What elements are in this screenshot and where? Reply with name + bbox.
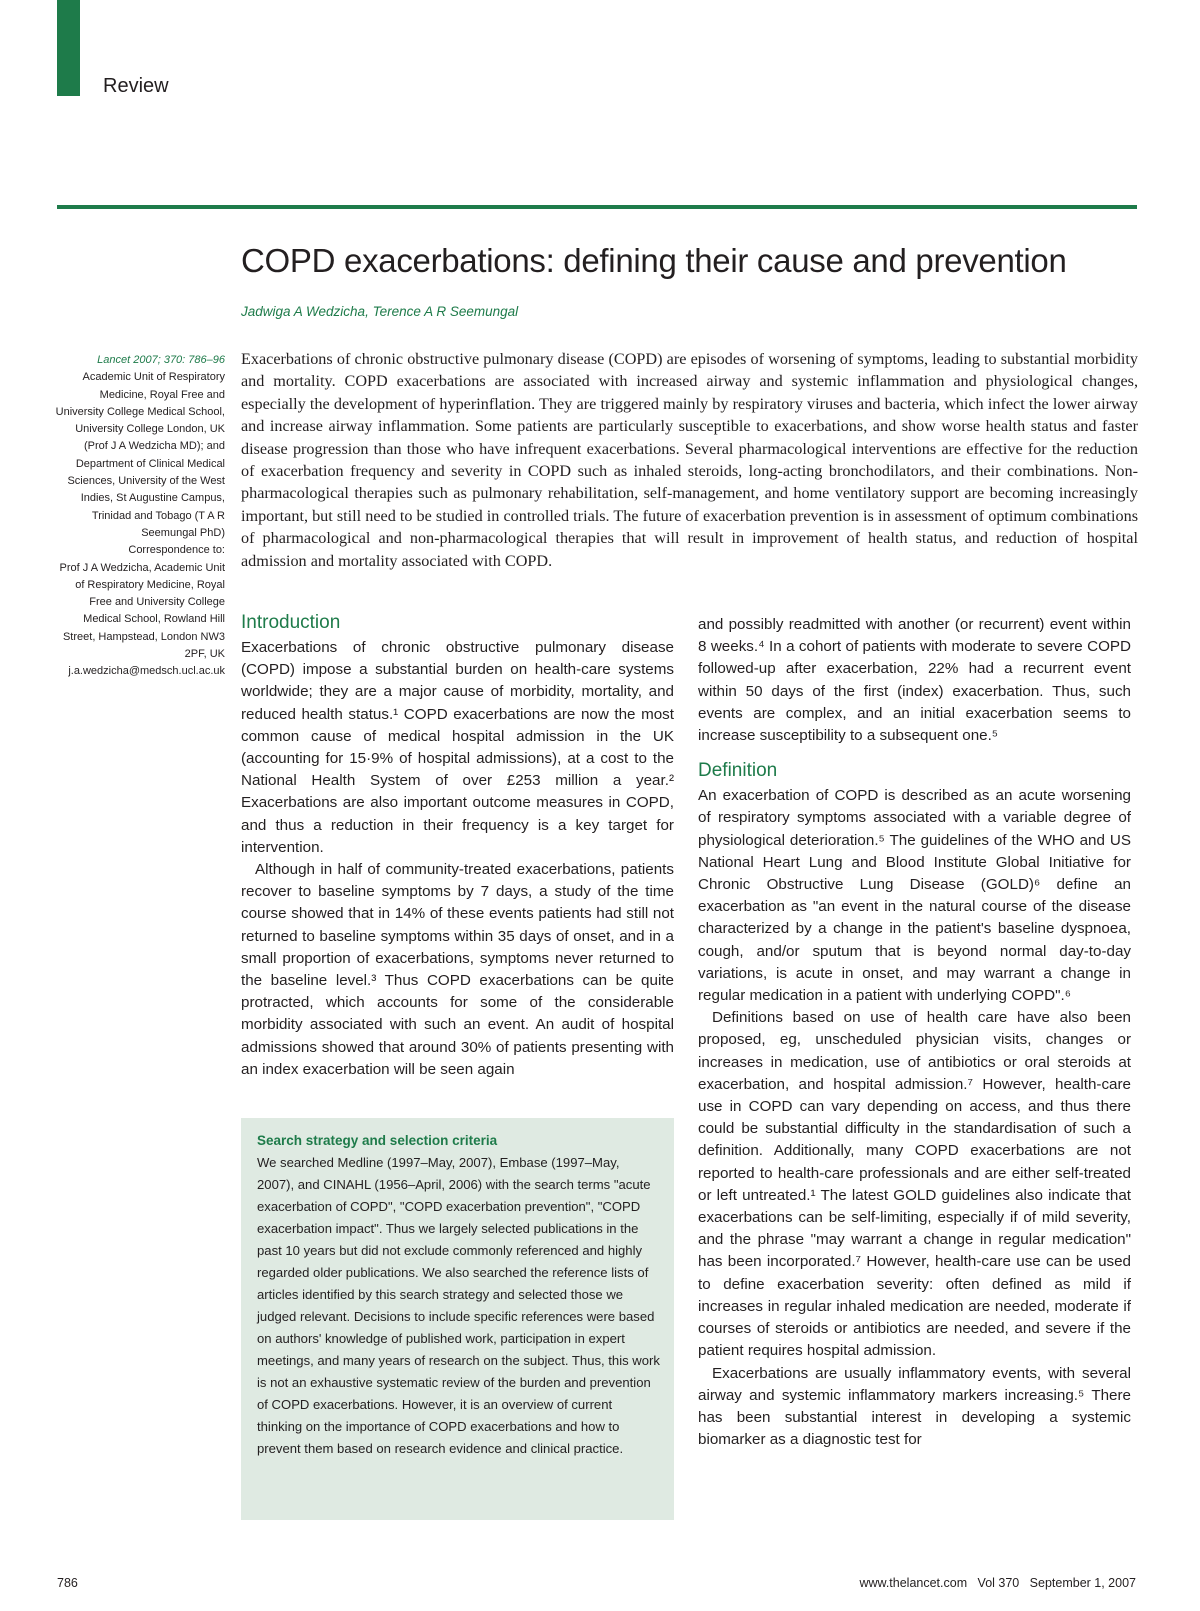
journal-footer: www.thelancet.com Vol 370 September 1, 2007 bbox=[859, 1576, 1136, 1590]
correspondence-label: Correspondence to: bbox=[128, 544, 225, 557]
search-strategy-panel bbox=[241, 1118, 674, 1520]
panel-title: Search strategy and selection criteria bbox=[257, 1133, 498, 1148]
right-column bbox=[698, 614, 1131, 1451]
author-list: Jadwiga A Wedzicha, Terence A R Seemungal bbox=[241, 304, 519, 319]
paragraph: An exacerbation of COPD is described as an acute worsening of respiratory symptoms associated with a variable degree of physiological deterioration.⁵ The guidelines of the WHO and US National Heart Lung and Blood Institute Global Initiative for Chronic Obstructive Lung Disease (GOLD)⁶ define an exacerbation as "an event in the natural course of the disease characterized by a change in the patient's baseline dyspnoea, cough, and/or sputum that is beyond normal day-to-day variations, is acute in onset, and may warrant a change in regular medication in a patient with underlying COPD".⁶ bbox=[698, 787, 1131, 1005]
paragraph: Exacerbations are usually inflammatory events, with several airway and systemic inflammatory markers increasing.⁵ There has been substantial interest in developing a systemic biomarker as a diagnostic test for bbox=[698, 1364, 1131, 1449]
paragraph: Although in half of community-treated exacerbations, patients recover to baseline symptoms by 7 days, a study of the time course showed that in 14% of these events patients had still not returned to baseline symptoms within 35 days of onset, and in a small proportion of exacerbations, symptoms never returned to the baseline level.³ Thus COPD exacerbations can be quite protracted, which accounts for some of the considerable morbidity associated with such an event. An audit of hospital admissions showed that around 30% of patients presenting with an index exacerbation will be seen again bbox=[241, 861, 674, 1078]
paragraph: Exacerbations of chronic obstructive pulmonary disease (COPD) impose a substantial burden on health-care systems worldwide; they are a major cause of morbidity, mortality, and reduced health status.¹ COPD exacerbations are now the most common cause of medical hospital admission in the UK (accounting for 15·9% of hospital admissions), at a cost to the National Health System of over £253 million a year.² Exacerbations are also important outcome measures in COPD, and thus a reduction in their frequency is a key target for intervention. bbox=[241, 639, 674, 856]
affiliations: Academic Unit of Respiratory Medicine, Royal Free and University College Medical School, University College London, UK (Prof J A Wedzicha MD); and Department of Clinical Medical Sciences, University of the West Indies, St Augustine Campus, Trinidad and Tobago (T A R Seemungal PhD) bbox=[55, 371, 225, 539]
correspondence-address: Prof J A Wedzicha, Academic Unit of Respiratory Medicine, Royal Free and University College Medical School, Rowland Hill Street, Hampstead, London NW3 2PF, UK bbox=[59, 561, 225, 661]
paragraph: Definitions based on use of health care have also been proposed, eg, unscheduled physician visits, changes or increases in medication, use of antibiotics or oral steroids at exacerbation, and hospital admission.⁷ However, health-care use in COPD can vary depending on access, and thus there could be substantial difficulty in the standardisation of such a definition. Additionally, many COPD exacerbations are not reported to health-care professionals and are either self-treated or left untreated.¹ The latest GOLD guidelines also indicate that exacerbations can be self-limiting, especially if of mild severity, and the phrase "may warrant a change in regular medication" has been incorporated.⁷ However, health-care use can be used to define exacerbation severity: often defined as mild if increases in regular inhaled medication are needed, moderate if courses of steroids or antibiotics are needed, and severe if the patient requires hospital admission. bbox=[698, 1009, 1131, 1360]
section-heading-definition: Definition bbox=[698, 760, 778, 782]
section-label: Review bbox=[103, 75, 169, 97]
sidebar-notes bbox=[53, 352, 225, 681]
header-rule bbox=[57, 205, 1137, 209]
abstract: Exacerbations of chronic obstructive pulmonary disease (COPD) are episodes of worsening of symptoms, leading to substantial morbidity and mortality. COPD exacerbations are associated with increased airway and systemic inflammation and physiological changes, especially the development of hyperinflation. They are triggered mainly by respiratory viruses and bacteria, which infect the lower airway and increase airway inflammation. Some patients are particularly susceptible to exacerbations, and show worse health status and faster disease progression than those who have infrequent exacerbations. Several pharmacological interventions are effective for the reduction of exacerbation frequency and severity in COPD such as inhaled steroids, long-acting bronchodilators, and their combinations. Non-pharmacological therapies such as pulmonary rehabilitation, self-management, and home ventilatory support are becoming increasingly important, but still need to be studied in controlled trials. The future of exacerbation prevention is in assessment of optimum combinations of pharmacological and non-pharmacological therapies that will result in improvement of health status, and reduction of hospital admission and mortality associated with COPD. bbox=[241, 350, 1138, 570]
email-link[interactable]: j.a.wedzicha@medsch.ucl.ac.uk bbox=[68, 665, 225, 678]
section-color-tab bbox=[57, 0, 80, 96]
page-number: 786 bbox=[57, 1576, 78, 1590]
article-title: COPD exacerbations: defining their cause and prevention bbox=[241, 242, 1067, 279]
paragraph: and possibly readmitted with another (or recurrent) event within 8 weeks.⁴ In a cohort of patients with moderate to severe COPD followed-up after exacerbation, 22% had a recurrent event within 50 days of the first (index) exacerbation. Thus, such events are complex, and an initial exacerbation seems to increase susceptibility to a subsequent one.⁵ bbox=[698, 616, 1131, 745]
left-column bbox=[241, 611, 674, 1081]
section-heading-introduction: Introduction bbox=[241, 612, 341, 633]
citation: Lancet 2007; 370: 786–96 bbox=[97, 354, 225, 366]
panel-text: We searched Medline (1997–May, 2007), Embase (1997–May, 2007), and CINAHL (1956–April, 2006) with the search terms "acute exacerbation of COPD", "COPD exacerbation prevention", "COPD exacerbation impact". Thus we largely selected publications in the past 10 years but did not exclude commonly referenced and highly regarded older publications. We also searched the reference lists of articles identified by this search strategy and selected those we judged relevant. Decisions to include specific references were based on authors' knowledge of published work, participation in expert meetings, and many years of research on the subject. Thus, this work is not an exhaustive systematic review of the burden and prevention of COPD exacerbations. However, it is an overview of current thinking on the importance of COPD exacerbations and how to prevent them based on research evidence and clinical practice. bbox=[257, 1155, 660, 1456]
